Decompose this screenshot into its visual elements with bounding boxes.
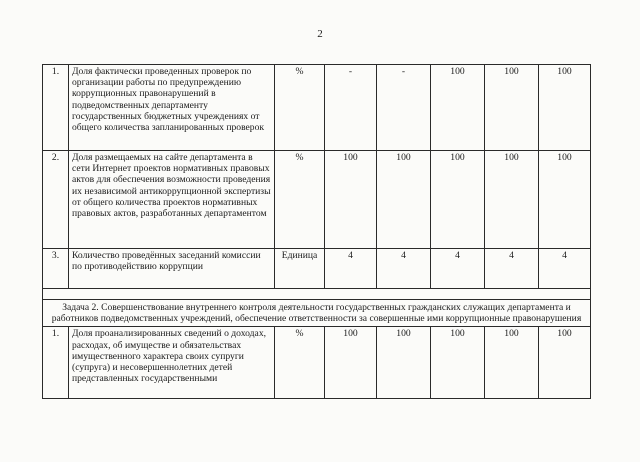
value-cell: 100 xyxy=(431,327,485,399)
spacer-row xyxy=(43,289,591,300)
row-number: 3. xyxy=(43,249,69,289)
value-cell: 100 xyxy=(325,327,377,399)
table-row xyxy=(43,65,591,151)
value-cell: 4 xyxy=(539,249,591,289)
table-row xyxy=(43,249,591,289)
value-cell: 4 xyxy=(325,249,377,289)
page-number: 2 xyxy=(317,28,323,40)
indicator-name: Доля размещаемых на сайте департамента в сети Интернет проектов нормативных правовых актов для обеспечения возможности проведения их независимой антикоррупционной экспертизы от общего количества проектов нормативных правовых актов, разработанных департаментом xyxy=(69,151,275,249)
unit-cell: % xyxy=(275,327,325,399)
table-row xyxy=(43,151,591,249)
value-cell: 4 xyxy=(431,249,485,289)
value-cell: 4 xyxy=(485,249,539,289)
value-cell: 100 xyxy=(485,327,539,399)
value-cell: 100 xyxy=(325,151,377,249)
value-cell: 4 xyxy=(377,249,431,289)
value-cell: 100 xyxy=(539,65,591,151)
task-heading-row xyxy=(43,300,591,327)
unit-cell: Единица xyxy=(275,249,325,289)
value-cell: 100 xyxy=(485,151,539,249)
row-number: 1. xyxy=(43,327,69,399)
value-cell: 100 xyxy=(431,65,485,151)
value-cell: - xyxy=(325,65,377,151)
indicators-table xyxy=(42,64,591,399)
task-heading: Задача 2. Совершенствование внутреннего контроля деятельности государственных гражданских служащих департамента и работников подведомственных учреждений, обеспечение ответственности за совершенные ими коррупционные правонарушения xyxy=(43,300,591,327)
indicator-name: Количество проведённых заседаний комиссии по противодействию коррупции xyxy=(69,249,275,289)
value-cell: 100 xyxy=(539,151,591,249)
value-cell: 100 xyxy=(377,327,431,399)
row-number: 1. xyxy=(43,65,69,151)
spacer-cell xyxy=(43,289,591,300)
table-row xyxy=(43,327,591,399)
value-cell: 100 xyxy=(539,327,591,399)
value-cell: 100 xyxy=(485,65,539,151)
row-number: 2. xyxy=(43,151,69,249)
unit-cell: % xyxy=(275,65,325,151)
value-cell: 100 xyxy=(377,151,431,249)
indicator-name: Доля проанализированных сведений о доходах, расходах, об имуществе и обязательствах имущественного характера своих супруги (супруга) и несовершеннолетних детей представленных государственными xyxy=(69,327,275,399)
unit-cell: % xyxy=(275,151,325,249)
value-cell: 100 xyxy=(431,151,485,249)
value-cell: - xyxy=(377,65,431,151)
indicator-name: Доля фактически проведенных проверок по организации работы по предупреждению коррупционных правонарушений в подведомственных департаменту государственных бюджетных учреждениях от общего количества запланированных проверок xyxy=(69,65,275,151)
